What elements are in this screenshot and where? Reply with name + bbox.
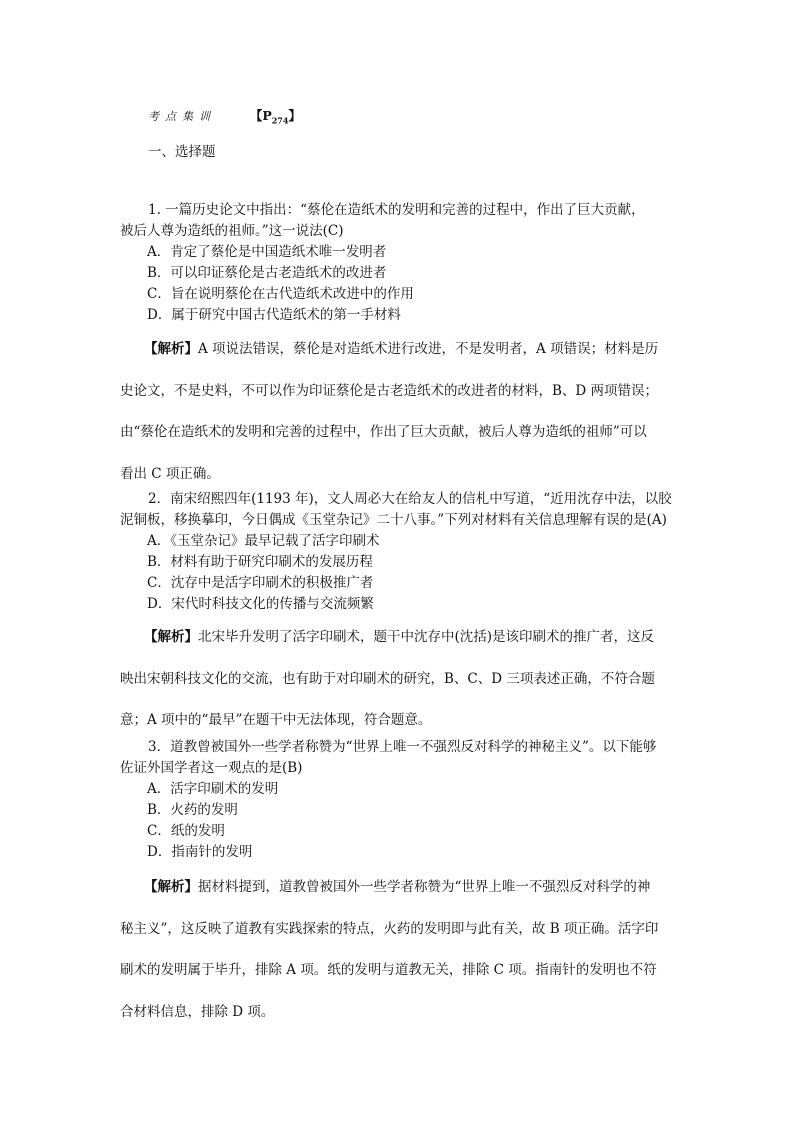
ref-close: 】 [288,108,301,123]
analysis-line [120,625,690,667]
analysis-line: 意；A 项中的“最早”在题干中无法体现，符合题意。 [120,712,432,728]
option-c: C．纸的发明 [147,823,225,839]
ref-open: 【P [249,108,272,123]
analysis-text: A 项说法错误，蔡伦是对造纸术进行改进，不是发明者，A 项错误；材料是历 [198,341,659,357]
analysis-line [120,875,690,917]
analysis-3 [120,875,690,1041]
option-c: C．旨在说明蔡伦在古代造纸术改进中的作用 [147,286,414,302]
option-d: D．属于研究中国古代造纸术的第一手材料 [147,307,401,323]
option-d: D．指南针的发明 [147,844,253,860]
option-b: B．可以印证蔡伦是古老造纸术的改进者 [147,265,387,281]
option-a: A．《玉堂杂记》最早记载了活字印刷术 [147,533,380,549]
analysis-line: 刷术的发明属于毕升，排除 A 项。纸的发明与道教无关，排除 C 项。指南针的发明也不符 [120,962,657,978]
analysis-line: 史论文，不是史料，不可以作为印证蔡伦是古老造纸术的改进者的材料，B、D 两项错误； [120,382,659,399]
question-1 [120,200,680,326]
question-3 [120,737,680,863]
question-stem-line: 泥铜板，移换摹印，今日偶成《玉堂杂记》二十八事。”下列对材料有关信息理解有误的是(A) [120,512,667,528]
analysis-1 [120,337,690,503]
analysis-line: 看出 C 项正确。 [120,465,220,482]
analysis-line: 合材料信息，排除 D 项。 [120,1003,275,1020]
analysis-tag: 【解析】 [144,879,198,895]
option-b: B．材料有助于研究印刷术的发展历程 [147,554,373,570]
option-a: A．活字印刷术的发明 [147,781,279,797]
analysis-tag: 【解析】 [144,629,198,645]
question-stem-line: 被后人尊为造纸的祖师。”这一说法(C) [120,223,344,239]
analysis-line: 由“蔡伦在造纸术的发明和完善的过程中，作出了巨大贡献，被后人尊为造纸的祖师”可以 [120,424,647,440]
question-stem-line: 3．道教曾被国外一些学者称赞为“世界上唯一不强烈反对科学的神秘主义”。以下能够 [148,739,657,755]
page-reference [249,108,301,126]
option-b: B．火药的发明 [147,802,238,818]
analysis-text: 据材料提到，道教曾被国外一些学者称赞为“世界上唯一不强烈反对科学的神 [198,879,651,895]
question-stem-line: 1. 一篇历史论文中指出：“蔡伦在造纸术的发明和完善的过程中，作出了巨大贡献， [148,202,645,218]
analysis-line [120,337,690,379]
analysis-tag: 【解析】 [144,341,198,357]
option-c: C．沈存中是活字印刷术的积极推广者 [147,575,374,591]
section-title: 一、选择题 [148,144,216,160]
analysis-line: 映出宋朝科技文化的交流，也有助于对印刷术的研究，B、C、D 三项表述正确，不符合题 [120,670,655,687]
analysis-line: 秘主义”，这反映了道教有实践探索的特点，火药的发明即与此有关，故 B 项正确。活字印 [120,920,659,937]
question-stem-line: 佐证外国学者这一观点的是(B) [120,760,303,776]
section-header [148,106,301,126]
option-d: D．宋代时科技文化的传播与交流频繁 [147,596,374,612]
kaodian-label: 考点集训 [148,110,216,123]
question-stem-line: 2．南宋绍熙四年(1193 年)，文人周必大在给友人的信札中写道，“近用沈存中法，以胶 [148,491,672,507]
question-2 [120,489,680,615]
analysis-2 [120,625,690,750]
ref-page-number: 274 [271,115,289,126]
analysis-text: 北宋毕升发明了活字印刷术，题干中沈存中(沈括)是该印刷术的推广者，这反 [198,629,655,645]
option-a: A．肯定了蔡伦是中国造纸术唯一发明者 [147,244,387,260]
